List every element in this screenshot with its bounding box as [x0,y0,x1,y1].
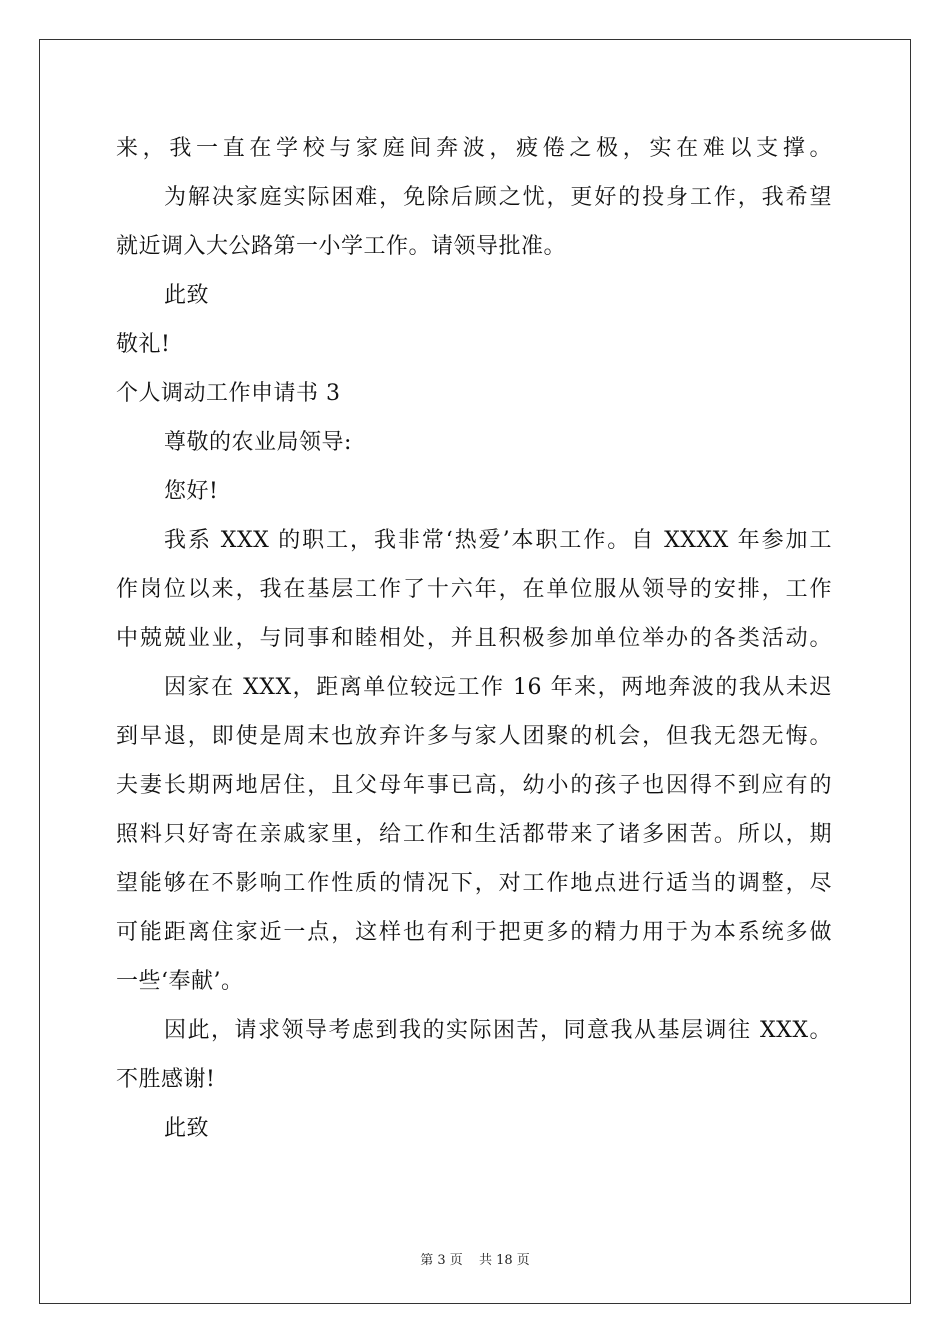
paragraph-line: 一些‘奉献’。 [116,969,244,994]
page-number: 第 3 页 [420,1253,463,1268]
document-body [116,124,832,1153]
closing-salutation: 此致 [164,1116,210,1141]
paragraph-line: 作岗位以来，我在基层工作了十六年，在单位服从领导的安排，工作 [116,577,832,602]
paragraph-line: 夫妻长期两地居住，且父母年事已高，幼小的孩子也因得不到应有的 [116,773,832,798]
closing-respect: 敬礼! [116,332,171,357]
paragraph-line: 来，我一直在学校与家庭间奔波，疲倦之极，实在难以支撑。 [116,136,832,161]
letter-greeting: 您好! [164,479,219,504]
paragraph-line: 照料只好寄在亲戚家里，给工作和生活都带来了诸多困苦。所以，期 [116,822,832,847]
letter-recipient: 尊敬的农业局领导: [164,430,352,455]
section-title: 个人调动工作申请书 3 [116,381,341,406]
page-total: 共 18 页 [478,1253,530,1268]
paragraph-line: 为解决家庭实际困难，免除后顾之忧，更好的投身工作，我希望 [164,185,832,210]
paragraph-line: 中兢兢业业，与同事和睦相处，并且积极参加单位举办的各类活动。 [116,626,832,651]
page-footer [0,1249,950,1268]
paragraph-line: 可能距离住家近一点，这样也有利于把更多的精力用于为本系统多做 [116,920,832,945]
paragraph-line: 就近调入大公路第一小学工作。请领导批准。 [116,234,567,259]
paragraph-line: 我系 XXX 的职工，我非常‘热爱’本职工作。自 XXXX 年参加工 [164,528,832,553]
closing-salutation: 此致 [164,283,210,308]
paragraph-line: 因家在 XXX，距离单位较远工作 16 年来，两地奔波的我从未迟 [164,675,832,700]
paragraph-line: 不胜感谢! [116,1067,216,1092]
paragraph-line: 望能够在不影响工作性质的情况下，对工作地点进行适当的调整，尽 [116,871,832,896]
paragraph-line: 因此，请求领导考虑到我的实际困苦，同意我从基层调往 XXX。 [164,1018,832,1043]
paragraph-line: 到早退，即使是周末也放弃许多与家人团聚的机会，但我无怨无悔。 [116,724,832,749]
